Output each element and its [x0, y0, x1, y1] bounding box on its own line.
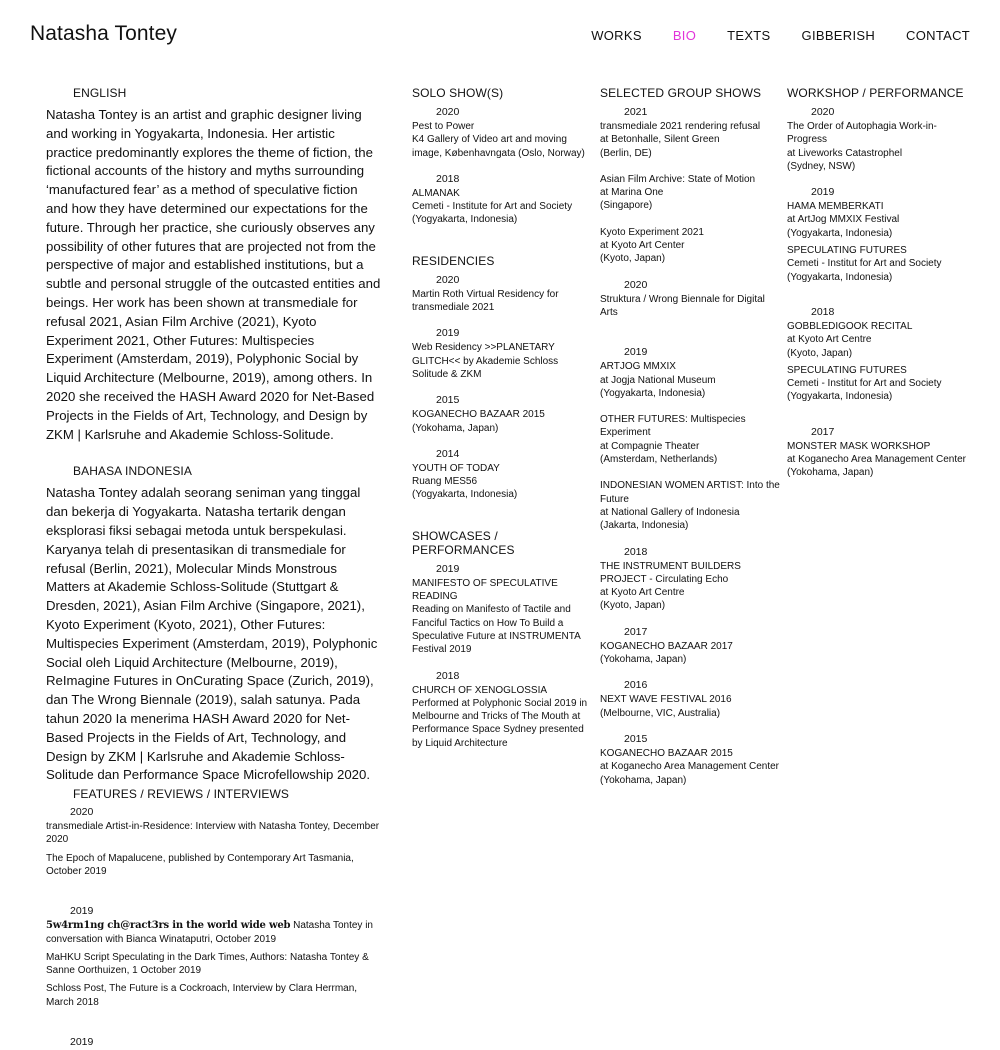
- year-label: 2021: [624, 106, 648, 118]
- year-label: 2019: [436, 562, 460, 575]
- entry: [412, 563, 590, 657]
- entry-text: Asian Film Archive: State of Motion at Marina One (Singapore): [600, 173, 756, 212]
- group-2019-list: [600, 360, 780, 532]
- entry-text: GOBBLEDIGOOK RECITAL at Kyoto Art Centre (Kyoto, Japan): [787, 320, 913, 359]
- feature-item[interactable]: The Epoch of Mapalucene, published by Contemporary Art Tasmania, October 2019: [46, 852, 354, 877]
- entry: [412, 394, 590, 435]
- entry: [412, 106, 590, 160]
- entry-text: NEXT WAVE FESTIVAL 2016 (Melbourne, VIC, Australia): [600, 694, 732, 719]
- group-2018-list: [600, 560, 780, 613]
- indonesian-heading: BAHASA INDONESIA: [73, 464, 192, 479]
- workshop-2017-list: [787, 440, 967, 480]
- entry-text: ALMANAK Cemeti - Institute for Art and Society (Yogyakarta, Indonesia): [412, 187, 573, 226]
- year-label: 2018: [436, 669, 460, 682]
- main-nav: [560, 28, 970, 43]
- solo-column: [412, 86, 590, 763]
- year-label: 2019: [811, 186, 835, 199]
- nav-gibberish[interactable]: GIBBERISH: [801, 28, 876, 43]
- nav-texts[interactable]: TEXTS: [727, 28, 771, 43]
- entry-text: Martin Roth Virtual Residency for transmediale 2021: [412, 288, 559, 314]
- nav-contact[interactable]: CONTACT: [906, 28, 970, 43]
- entry-text: THE INSTRUMENT BUILDERS PROJECT - Circulating Echo at Kyoto Art Centre (Kyoto, Japan): [600, 560, 741, 612]
- group-2021-list: [600, 120, 780, 266]
- entry-text: MONSTER MASK WORKSHOP at Koganecho Area Management Center (Yokohama, Japan): [787, 440, 967, 479]
- nav-works[interactable]: WORKS: [591, 28, 642, 43]
- showcases-heading: SHOWCASES / PERFORMANCES: [412, 528, 515, 557]
- year-label: 2020: [436, 106, 460, 118]
- entry-text: transmediale 2021 rendering refusal at Betonhalle, Silent Green (Berlin, DE): [600, 121, 761, 159]
- indonesian-bio: Natasha Tontey adalah seorang seniman yang tinggal dan bekerja di Yogyakarta. Natasha tertarik dengan eksplorasi fiksi sebagai metoda untuk berspekulasi. Karyanya telah di presentasikan di transmediale for refusal (Berlin, 2021), Molecular Minds Monstrous Matters at Akademie Schloss-Solitude (Stuttgart & Dresden, 2021), Asian Film Archive (Singapore, 2021), Kyoto Experiment (Kyoto, 2021), Other Futures: Multispecies Experiment (Amsterdam, 2019), Polyphonic Social oleh Liquid Architecture (Melbourne, 2019), ReImagine Futures in OnCurating Space (Zurich, 2019), dan The Wrong Biennale (2019), salah satunya. Pada tahun 2020 Ia menerima HASH Award 2020 for Net-Based Projects in the Fields of Art, Technology, and Design by ZKM | Karlsruhe and Akademie Schloss-Solitude dan Performance Space Microfellowship 2020.: [46, 485, 378, 783]
- group-shows-column: [600, 86, 780, 800]
- year-label: 2017: [624, 625, 648, 638]
- year-label: 2017: [811, 425, 835, 438]
- year-label: 2014: [436, 447, 460, 460]
- english-bio: Natasha Tontey is an artist and graphic designer living and working in Yogyakarta, Indonesia. Her artistic practice predominantly explores the theme of fiction, the fictional accounts of the history and myths surrounding ‘manufactured fear’ as a method of speculative fiction and how they have determined our expectations for the future. Through her practice, she curiously observes any possibility of other futures that are projected not from the perspective of major and established institutions, but a subtle and personal struggle of the outcasted entities and beings. Her work has been shown at transmediale for refusal 2021, Asian Film Archive (2021), Kyoto Experiment 2021, Other Futures: Multispecies Experiment (Amsterdam, 2019), Polyphonic Social by Liquid Architecture (Melbourne, 2019), among others. In 2020 she received the HASH Award 2020 for Net-Based Projects in the Fields of Art, Technology, and Design by ZKM | Karlsruhe and Akademie Schloss-Solitude.: [46, 107, 381, 442]
- residencies-list: [412, 274, 590, 502]
- year-label: 2020: [70, 806, 94, 819]
- entry-text: CHURCH OF XENOGLOSSIA Performed at Polyphonic Social 2019 in Melbourne and Tricks of The Mouth at Performance Space Sydney presented by Liquid Architecture: [412, 684, 588, 749]
- entry-text: KOGANECHO BAZAAR 2015 (Yokohama, Japan): [412, 409, 545, 434]
- entry-text: Kyoto Experiment 2021 at Kyoto Art Center (Kyoto, Japan): [600, 226, 704, 265]
- entry-text: Struktura / Wrong Biennale for Digital Arts: [600, 293, 765, 318]
- entry: [412, 327, 590, 381]
- year-label: 2018: [624, 545, 648, 558]
- entry-text: HAMA MEMBERKATI at ArtJog MMXIX Festival (Yogyakarta, Indonesia): [787, 201, 900, 239]
- residencies-heading: RESIDENCIES: [412, 253, 495, 268]
- feature-item[interactable]: Schloss Post, The Future is a Cockroach, Interview by Clara Herrman, March 2018: [46, 983, 358, 1008]
- year-label: 2020: [624, 278, 648, 291]
- group-2015-list: [600, 747, 780, 787]
- feature-styled-title: 5w4rm1ng ch@ract3rs in the world wide web: [46, 920, 291, 932]
- entry-text: KOGANECHO BAZAAR 2017 (Yokohama, Japan): [600, 640, 733, 666]
- year-label: 2020: [811, 106, 835, 118]
- entry-text: ARTJOG MMXIX at Jogja National Museum (Yogyakarta, Indonesia): [600, 361, 716, 399]
- year-label: 2015: [436, 394, 460, 407]
- nav-bio[interactable]: BIO: [672, 28, 697, 43]
- workshop-2020-list: [787, 120, 967, 173]
- group-heading: SELECTED GROUP SHOWS: [600, 86, 762, 100]
- entry-text: Web Residency >>PLANETARY GLITCH<< by Akademie Schloss Solitude & ZKM: [412, 342, 559, 380]
- workshop-column: [787, 86, 967, 493]
- year-label: 2016: [624, 679, 648, 692]
- year-label: 2020: [436, 273, 460, 286]
- year-label: 2018: [436, 172, 460, 185]
- entry: [412, 274, 590, 315]
- english-heading: ENGLISH: [73, 86, 127, 100]
- site-title[interactable]: Natasha Tontey: [30, 22, 177, 45]
- feature-item[interactable]: MaHKU Script Speculating in the Dark Times, Authors: Natasha Tontey & Sanne Oorthuizen, 1 October 2019: [46, 951, 369, 977]
- features-heading: FEATURES / REVIEWS / INTERVIEWS: [73, 787, 290, 802]
- showcases-list: [412, 563, 590, 750]
- entry-text: YOUTH OF TODAY Ruang MES56 (Yogyakarta, Indonesia): [412, 462, 518, 501]
- feature-item[interactable]: [46, 919, 382, 946]
- year-label: 2019: [70, 905, 94, 918]
- entry-text: The Order of Autophagia Work-in-Progress at Liveworks Catastrophel (Sydney, NSW): [787, 121, 937, 172]
- workshop-heading: WORKSHOP / PERFORMANCE: [787, 86, 964, 100]
- entry-text: Pest to Power K4 Gallery of Video art and moving image, Københavngata (Oslo, Norway): [412, 121, 585, 159]
- solo-heading: SOLO SHOW(S): [412, 86, 504, 100]
- entry-text: INDONESIAN WOMEN ARTIST: Into the Future at National Gallery of Indonesia (Jakarta, Indonesia): [600, 480, 780, 532]
- feature-item[interactable]: transmediale Artist-in-Residence: Interview with Natasha Tontey, December 2020: [46, 821, 380, 846]
- entry: [412, 173, 590, 227]
- entry: [412, 448, 590, 502]
- solo-list: [412, 106, 590, 227]
- year-label: 2019: [70, 1036, 94, 1049]
- group-2016-list: [600, 693, 780, 720]
- entry: [412, 670, 590, 750]
- group-2017-list: [600, 640, 780, 667]
- year-label: 2018: [811, 305, 835, 318]
- workshop-2019-list: [787, 200, 967, 284]
- workshop-2018-list: [787, 320, 967, 404]
- bio-column: [46, 86, 382, 1050]
- entry-text: OTHER FUTURES: Multispecies Experiment at Compagnie Theater (Amsterdam, Netherlands): [600, 414, 746, 466]
- entry-text: KOGANECHO BAZAAR 2015 at Koganecho Area Management Center (Yokohama, Japan): [600, 747, 780, 786]
- entry-text: MANIFESTO OF SPECULATIVE READING Reading on Manifesto of Tactile and Fanciful Tactics on How To Build a Speculative Future at INSTRUMENTA Festival 2019: [412, 577, 581, 656]
- entry-text: SPECULATING FUTURES Cemeti - Institut for Art and Society (Yogyakarta, Indonesia): [787, 245, 942, 283]
- feature-text: Natasha Tontey in conversation with Bianca Winataputri, October 2019: [46, 920, 373, 945]
- entry-text: SPECULATING FUTURES Cemeti - Institut for Art and Society (Yogyakarta, Indonesia): [787, 364, 942, 403]
- year-label: 2019: [624, 346, 648, 359]
- year-label: 2019: [436, 327, 460, 340]
- group-2020-list: [600, 293, 780, 320]
- year-label: 2015: [624, 732, 648, 745]
